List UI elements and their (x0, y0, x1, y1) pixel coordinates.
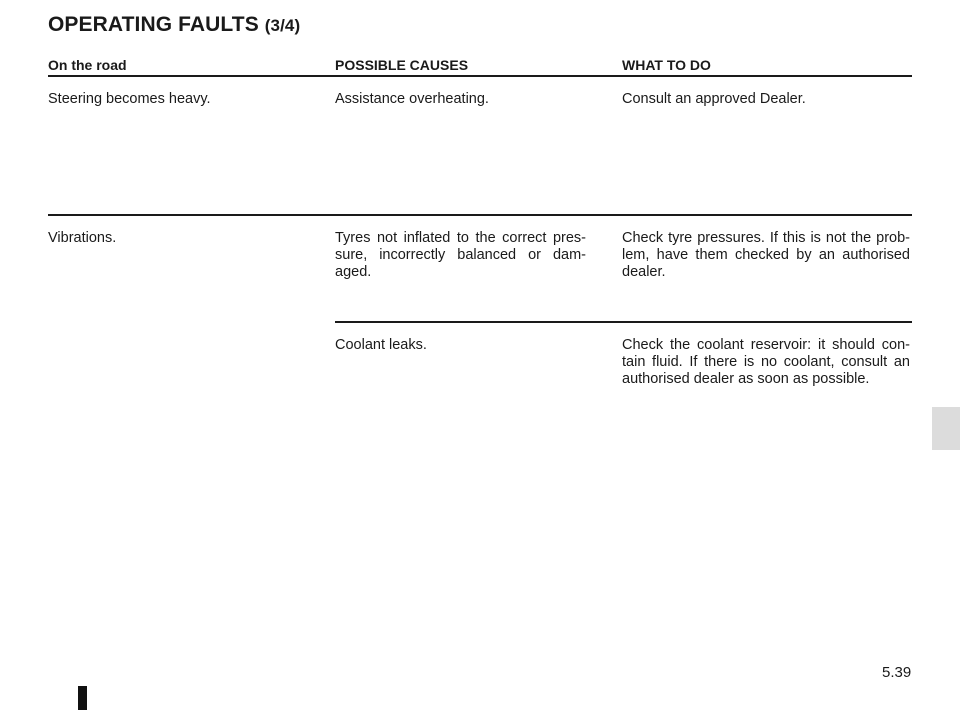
row-divider-2 (335, 321, 912, 323)
page-title (48, 13, 300, 37)
page-edge-marker (78, 686, 87, 710)
row-2-symptom: Vibrations. (48, 230, 117, 246)
row-3-action: Check the coolant reservoir: it should con- tain fluid. If there is no coolant, consult an authorised dealer as soon as possible. (622, 337, 910, 387)
column-header-possible-causes: POSSIBLE CAUSES (335, 57, 469, 73)
title-text: OPERATING FAULTS (48, 13, 259, 36)
row-2-cause: Tyres not inflated to the correct pres- sure, incorrectly balanced or dam- aged. (335, 230, 586, 280)
row-2-action: Check tyre pressures. If this is not the prob- lem, have them checked by an authorised dealer. (622, 230, 910, 280)
column-header-on-the-road: On the road (48, 57, 127, 73)
row-3-cause: Coolant leaks. (335, 337, 427, 353)
header-rule (48, 75, 912, 77)
section-thumb-tab (932, 407, 960, 450)
row-1-action: Consult an approved Dealer. (622, 91, 806, 107)
row-1-cause: Assistance overheating. (335, 91, 489, 107)
title-part: (3/4) (264, 16, 301, 35)
row-divider-1 (48, 214, 912, 216)
column-header-what-to-do: WHAT TO DO (622, 57, 711, 73)
row-1-symptom: Steering becomes heavy. (48, 91, 211, 107)
page-number: 5.39 (882, 664, 912, 681)
